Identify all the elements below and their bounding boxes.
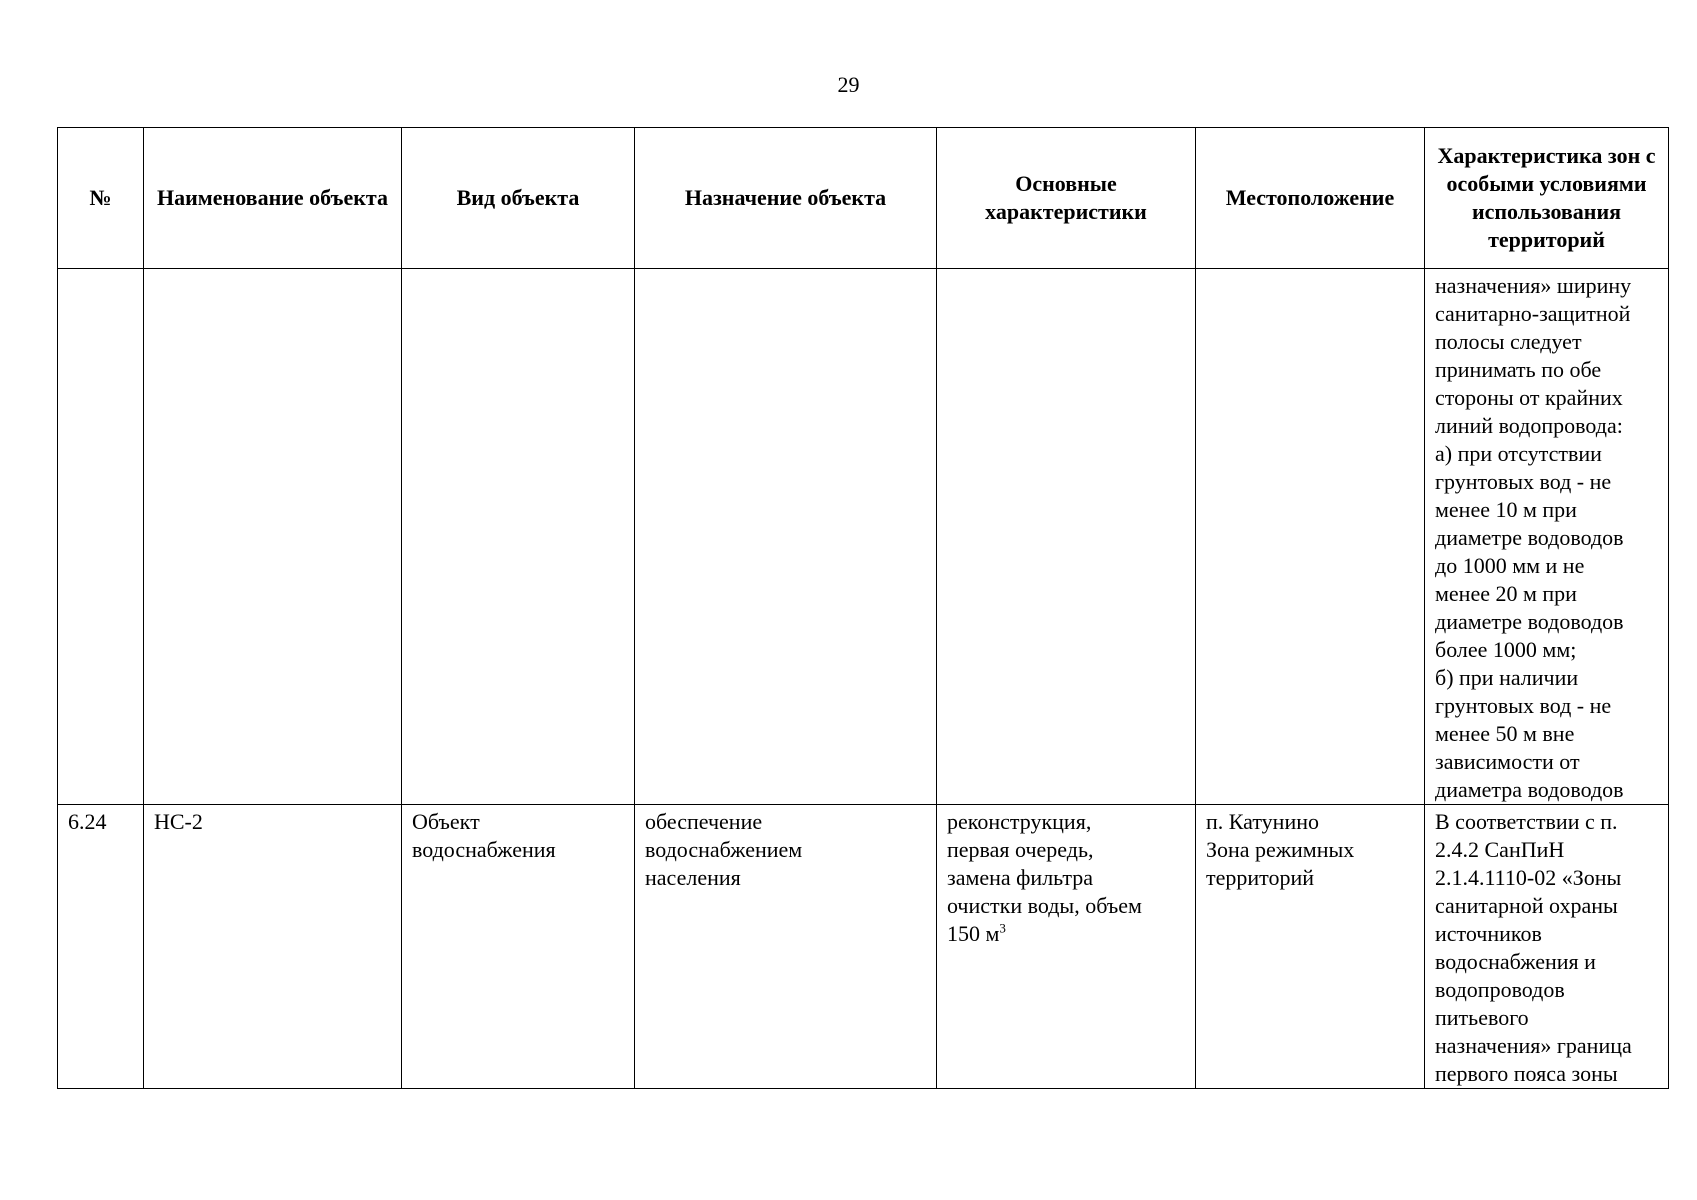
cell-object-type: [402, 269, 635, 805]
cell-zone-characteristics: назначения» ширину санитарно-защитной полосы следует принимать по обе стороны от крайних линий водопровода: а) при отсутствии грунтовых вод - не менее 10 м при диаметре водоводов до 1000 мм и не менее 20 м при диаметре водоводов более 1000 мм; б) при наличии грунтовых вод - не менее 50 м вне зависимости от диаметра водоводов: [1425, 269, 1669, 805]
table-row: [58, 269, 1669, 805]
header-zone-characteristics: Характеристика зон с особыми условиями использования территорий: [1425, 128, 1669, 269]
header-object-type: Вид объекта: [402, 128, 635, 269]
cell-object-purpose: обеспечение водоснабжением населения: [635, 805, 937, 1089]
cubic-superscript: 3: [999, 920, 1006, 936]
cell-object-name: НС-2: [144, 805, 402, 1089]
cell-object-purpose: [635, 269, 937, 805]
header-main-characteristics: Основные характеристики: [937, 128, 1196, 269]
cell-number: 6.24: [58, 805, 144, 1089]
cell-main-characteristics: [937, 269, 1196, 805]
cell-location: п. Катунино Зона режимных территорий: [1196, 805, 1425, 1089]
objects-table: [57, 127, 1669, 1089]
cell-zone-characteristics: В соответствии с п. 2.4.2 СанПиН 2.1.4.1110-02 «Зоны санитарной охраны источников водоснабжения и водопроводов питьевого назначения» граница первого пояса зоны: [1425, 805, 1669, 1089]
cell-number: [58, 269, 144, 805]
header-number: №: [58, 128, 144, 269]
cell-object-type: Объект водоснабжения: [402, 805, 635, 1089]
table-row: [58, 805, 1669, 1089]
cell-object-name: [144, 269, 402, 805]
header-location: Местоположение: [1196, 128, 1425, 269]
page-number: 29: [837, 72, 860, 97]
table-header-row: [58, 128, 1669, 269]
cell-main-characteristics: [937, 805, 1196, 1089]
header-object-name: Наименование объекта: [144, 128, 402, 269]
cell-location: [1196, 269, 1425, 805]
characteristics-text: реконструкция, первая очередь, замена фильтра очистки воды, объем 150 м: [947, 809, 1142, 946]
header-object-purpose: Назначение объекта: [635, 128, 937, 269]
